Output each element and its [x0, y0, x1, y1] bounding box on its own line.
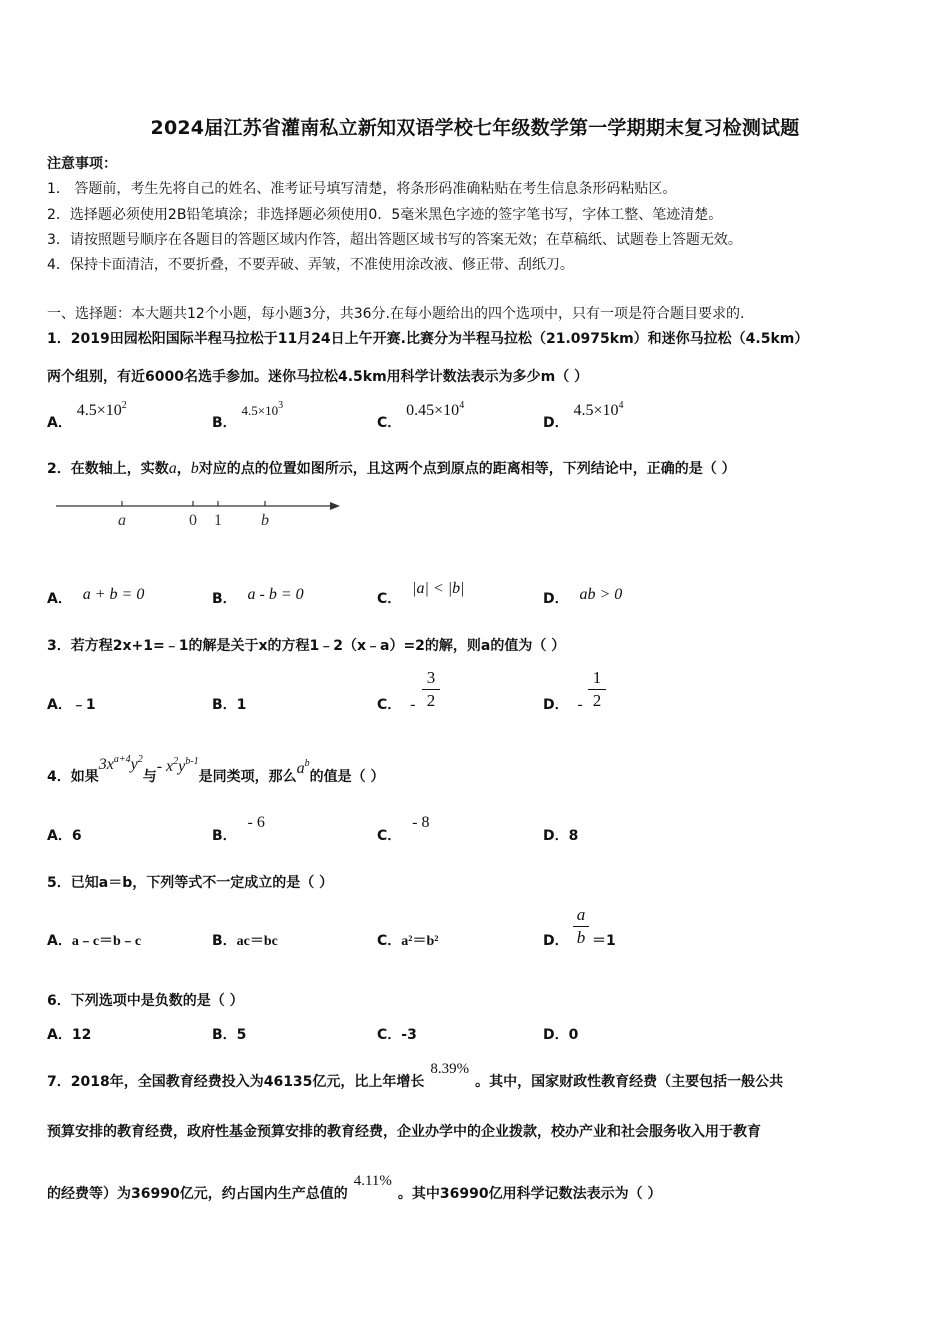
- label-b: b: [261, 512, 269, 529]
- option-value: ab > 0: [579, 586, 623, 603]
- axis-arrow: [330, 502, 340, 510]
- q6-stem: 6．下列选项中是负数的是（ ）: [47, 993, 244, 1009]
- q7-stem-line2: 预算安排的教育经费，政府性基金预算安排的教育经费，企业办学中的企业拨款，校办产业和社会服务收入用于教育: [47, 1124, 761, 1140]
- option-value: $4.5\times 10^2$: [76, 400, 127, 419]
- option-value: -3: [401, 1027, 417, 1043]
- label-a: a: [118, 512, 126, 529]
- q5-option-b[interactable]: [212, 930, 278, 950]
- label-one: 1: [214, 512, 222, 529]
- q5-option-c[interactable]: [377, 930, 438, 950]
- option-label: C．: [377, 1027, 402, 1043]
- option-value: |a| < |b|: [412, 580, 465, 597]
- q1-stem-line1: 1．2019田园松阳国际半程马拉松于11月24日上午开赛.比赛分为半程马拉松（21.0975km）和迷你马拉松（4.5km）: [47, 331, 809, 347]
- option-label: A．: [47, 591, 72, 607]
- q4-stem: 4．如果$3x^{a+4}y^2$与- $x^2y^{b-1}$是同类项，那么$a^b$的值是（ ）: [47, 754, 385, 785]
- option-label: D．: [543, 1027, 569, 1043]
- option-value: $4.5\times 10^4$: [573, 400, 624, 419]
- q2-option-b[interactable]: [212, 584, 304, 607]
- option-value: a + b = 0: [82, 586, 145, 603]
- q4-option-d[interactable]: [543, 825, 578, 845]
- q1-option-a[interactable]: [47, 400, 127, 431]
- option-label: A．: [47, 828, 72, 844]
- q5-option-a[interactable]: [47, 930, 141, 950]
- option-value: ac＝bc: [236, 934, 278, 949]
- option-label: A．: [47, 933, 72, 949]
- notice-item-4: 4．保持卡面清洁，不要折叠，不要弄破、弄皱，不准使用涂改液、修正带、刮纸刀。: [47, 257, 574, 273]
- option-value: $0.45\times 10^4$: [406, 400, 465, 419]
- q3-option-c[interactable]: [377, 694, 415, 714]
- option-label: B．: [212, 697, 237, 713]
- notice-item-3: 3．请按照题号顺序在各题目的答题区域内作答，超出答题区域书写的答案无效；在草稿纸、试题卷上答题无效。: [47, 232, 742, 248]
- option-value: 5: [236, 1027, 247, 1043]
- q3-option-b[interactable]: [212, 694, 246, 714]
- option-value: 1: [236, 697, 247, 713]
- q1-stem-line2: 两个组别，有近6000名选手参加。迷你马拉松4.5km用科学计数法表示为多少m（ ）: [47, 369, 589, 385]
- q3-stem: 3．若方程2x+1=﹣1的解是关于x的方程1﹣2（x﹣a）=2的解，则a的值为（ ）: [47, 638, 566, 654]
- number-line: [52, 493, 352, 533]
- option-value: 12: [71, 1027, 92, 1043]
- q3-option-d-fraction: 1 2: [588, 668, 606, 711]
- q3-option-a[interactable]: [47, 694, 96, 714]
- term1: $3x^{a+4}y^2$: [98, 754, 143, 773]
- option-value: 0: [568, 1027, 579, 1043]
- notice-item-1: 1． 答题前，考生先将自己的姓名、准考证号填写清楚，将条形码准确粘贴在考生信息条形码粘贴区。: [47, 181, 677, 197]
- option-value: - 8: [412, 814, 430, 831]
- section-heading: 一、选择题：本大题共12个小题，每小题3分，共36分.在每小题给出的四个选项中，只有一项是符合题目要求的.: [47, 306, 745, 322]
- q2-option-d[interactable]: [543, 584, 623, 607]
- option-sign: -: [577, 696, 583, 713]
- option-label: D．: [543, 828, 569, 844]
- option-label: D．: [543, 591, 569, 607]
- q7-stem-line1: 7．2018年，全国教育经费投入为46135亿元，比上年增长8.39%。其中，国家财政性教育经费（主要包括一般公共: [47, 1061, 784, 1090]
- q1-option-d[interactable]: [543, 400, 624, 431]
- q6-option-b[interactable]: [212, 1024, 246, 1044]
- q6-option-c[interactable]: [377, 1024, 417, 1044]
- q4-option-c[interactable]: [377, 812, 430, 844]
- q5-stem: 5．已知a＝b，下列等式不一定成立的是（ ）: [47, 875, 334, 891]
- option-value: a²＝b²: [401, 934, 439, 949]
- q4-option-a[interactable]: [47, 825, 82, 845]
- q3-option-c-fraction: 3 2: [422, 668, 440, 711]
- option-value: a﹣c＝b﹣c: [71, 934, 142, 949]
- option-label: C．: [377, 697, 402, 713]
- label-zero: 0: [189, 512, 197, 529]
- option-value: ﹣1: [71, 697, 96, 713]
- q1-option-b[interactable]: [212, 400, 284, 431]
- option-label: C．: [377, 591, 402, 607]
- q5-option-d-fraction: a b: [573, 905, 589, 948]
- option-value: $4.5\times 10^3$: [241, 400, 284, 418]
- term2: - $x^2y^{b-1}$: [156, 756, 199, 775]
- notice-item-2: 2．选择题必须使用2B铅笔填涂；非选择题必须使用0．5毫米黑色字迹的签字笔书写，字体工整、笔迹清楚。: [47, 207, 723, 223]
- option-label: C．: [377, 828, 402, 844]
- option-label: C．: [377, 933, 402, 949]
- option-value: 8: [568, 828, 579, 844]
- option-label: A．: [47, 1027, 72, 1043]
- power-ab: $a^b$: [296, 758, 310, 777]
- option-label: D．: [543, 697, 569, 713]
- q5-option-d-tail: ＝1: [592, 933, 616, 949]
- option-label: B．: [212, 415, 237, 431]
- option-label: D．: [543, 933, 569, 949]
- q7-stem-line3: 的经费等）为36990亿元，约占国内生产总值的4.11%。其中36990亿用科学记数法表示为（ ）: [47, 1173, 662, 1202]
- page-title: 2024届江苏省灌南私立新知双语学校七年级数学第一学期期末复习检测试题: [150, 117, 800, 139]
- q4-option-b[interactable]: [212, 812, 265, 844]
- option-label: B．: [212, 591, 237, 607]
- percent-gdp: 4.11%: [353, 1173, 392, 1189]
- q5-option-d[interactable]: [543, 930, 569, 950]
- q6-option-d[interactable]: [543, 1024, 578, 1044]
- option-value: 6: [71, 828, 82, 844]
- percent-growth: 8.39%: [430, 1061, 470, 1077]
- option-label: A．: [47, 697, 72, 713]
- option-label: B．: [212, 828, 237, 844]
- q2-option-a[interactable]: [47, 584, 145, 607]
- option-sign: -: [410, 696, 416, 713]
- option-value: - 6: [247, 814, 265, 831]
- q1-option-c[interactable]: [377, 400, 465, 431]
- option-value: a - b = 0: [247, 586, 304, 603]
- option-label: B．: [212, 1027, 237, 1043]
- q3-option-d[interactable]: [543, 694, 583, 714]
- option-label: D．: [543, 415, 569, 431]
- q2-stem: 2．在数轴上，实数a，b对应的点的位置如图所示，且这两个点到原点的距离相等，下列结论中，正确的是（ ）: [47, 460, 736, 477]
- option-label: A．: [47, 415, 72, 431]
- option-label: C．: [377, 415, 402, 431]
- option-label: B．: [212, 933, 237, 949]
- q6-option-a[interactable]: [47, 1024, 91, 1044]
- q2-option-c[interactable]: [377, 578, 465, 607]
- notice-heading: 注意事项：: [47, 156, 117, 172]
